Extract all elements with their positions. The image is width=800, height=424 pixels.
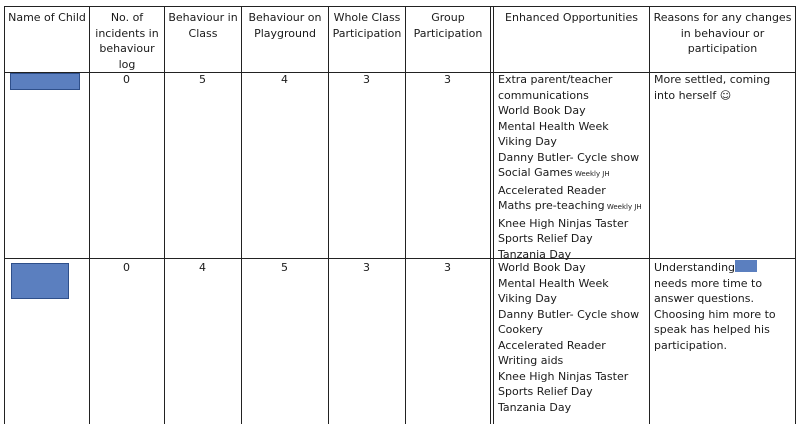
- col-divider: [490, 6, 491, 424]
- col-divider: [493, 6, 494, 424]
- opportunity-item: [498, 165, 648, 183]
- opportunities-list: [498, 260, 648, 415]
- col-divider: [241, 6, 242, 424]
- opportunity-text: Tanzania Day: [498, 400, 572, 414]
- opportunity-item: [498, 88, 648, 104]
- opportunity-item: [498, 150, 648, 166]
- header-behaviour-class: Behaviour in Class: [168, 11, 238, 40]
- col-divider: [795, 6, 796, 424]
- opportunity-text: Cookery: [498, 323, 543, 336]
- opportunity-item: [498, 384, 648, 400]
- opportunity-text: Danny Butler- Cycle show: [498, 307, 640, 321]
- col-divider: [328, 6, 329, 424]
- col-divider: [89, 6, 90, 424]
- header-opportunities: Enhanced Opportunities: [505, 11, 638, 24]
- header-whole-class: Whole Class Participation: [332, 11, 402, 40]
- header-reasons: Reasons for any changes in behaviour or participation: [653, 11, 792, 55]
- opportunity-item: [498, 198, 648, 216]
- whole-class-cell: 3: [363, 73, 370, 86]
- opportunity-item: [498, 72, 648, 88]
- opportunity-text: Danny Butler- Cycle show: [498, 150, 640, 164]
- opportunity-item: [498, 276, 648, 292]
- opportunity-item: [498, 400, 648, 416]
- opportunity-item: [498, 231, 648, 247]
- opportunity-item: [498, 119, 648, 135]
- opportunity-text: Maths pre-teaching: [498, 199, 605, 212]
- opportunity-item: [498, 216, 648, 232]
- opportunity-text: Sports Relief Day: [498, 385, 593, 398]
- opportunity-text: Tanzania Day: [498, 247, 572, 261]
- table-border-top: [4, 6, 795, 7]
- opportunity-text: Knee High Ninjas Taster: [498, 216, 629, 230]
- opportunity-item: [498, 134, 648, 150]
- behaviour-playground-cell: 5: [281, 261, 288, 274]
- opportunity-item: [498, 338, 648, 354]
- col-divider: [405, 6, 406, 424]
- opportunity-text: World Book Day: [498, 104, 586, 117]
- opportunity-note: Weekly JH: [604, 203, 642, 211]
- opportunity-text: World Book Day: [498, 261, 586, 274]
- opportunity-text: Social Games: [498, 166, 573, 179]
- header-group: Group Participation: [413, 11, 483, 40]
- header-behaviour-playground: Behaviour on Playground: [248, 11, 322, 40]
- col-divider: [164, 6, 165, 424]
- reasons-text: needs more time to answer questions. Choosing him more to speak has helped his participation.: [654, 276, 776, 352]
- opportunity-text: Mental Health Week: [498, 119, 609, 133]
- opportunity-item: [498, 291, 648, 307]
- opportunity-item: [498, 369, 648, 385]
- opportunity-item: [498, 322, 648, 338]
- incidents-cell: 0: [123, 261, 130, 274]
- group-cell: 3: [444, 73, 451, 86]
- redacted-name: [10, 73, 80, 90]
- behaviour-class-cell: 4: [199, 261, 206, 274]
- opportunity-text: Mental Health Week: [498, 276, 609, 290]
- header-incidents: No. of incidents in behaviour log: [95, 11, 159, 71]
- opportunity-text: Accelerated Reader: [498, 338, 606, 352]
- behaviour-class-cell: 5: [199, 73, 206, 86]
- incidents-cell: 0: [123, 73, 130, 86]
- row-divider: [4, 258, 795, 259]
- opportunity-text: Extra parent/teacher: [498, 73, 613, 86]
- opportunity-note: Weekly JH: [572, 170, 610, 178]
- opportunity-item: [498, 353, 648, 369]
- redacted-name: [11, 263, 69, 299]
- reasons-text: Understanding: [654, 261, 736, 274]
- opportunities-list: [498, 72, 648, 262]
- group-cell: 3: [444, 261, 451, 274]
- opportunity-item: [498, 103, 648, 119]
- opportunity-item: [498, 183, 648, 199]
- opportunity-text: Knee High Ninjas Taster: [498, 369, 629, 383]
- reasons-cell: [654, 260, 792, 353]
- col-divider: [649, 6, 650, 424]
- opportunity-item: [498, 307, 648, 323]
- header-name: Name of Child: [8, 11, 86, 24]
- opportunity-text: communications: [498, 88, 589, 102]
- opportunity-text: Accelerated Reader: [498, 183, 606, 197]
- opportunity-text: Viking Day: [498, 292, 557, 305]
- opportunity-item: [498, 260, 648, 276]
- behaviour-playground-cell: 4: [281, 73, 288, 86]
- opportunity-text: Writing aids: [498, 354, 564, 367]
- reasons-cell: More settled, coming into herself ☺: [654, 73, 771, 102]
- whole-class-cell: 3: [363, 261, 370, 274]
- col-divider: [4, 6, 5, 424]
- opportunity-text: Viking Day: [498, 135, 557, 148]
- redacted-name: [735, 260, 757, 272]
- opportunity-text: Sports Relief Day: [498, 232, 593, 245]
